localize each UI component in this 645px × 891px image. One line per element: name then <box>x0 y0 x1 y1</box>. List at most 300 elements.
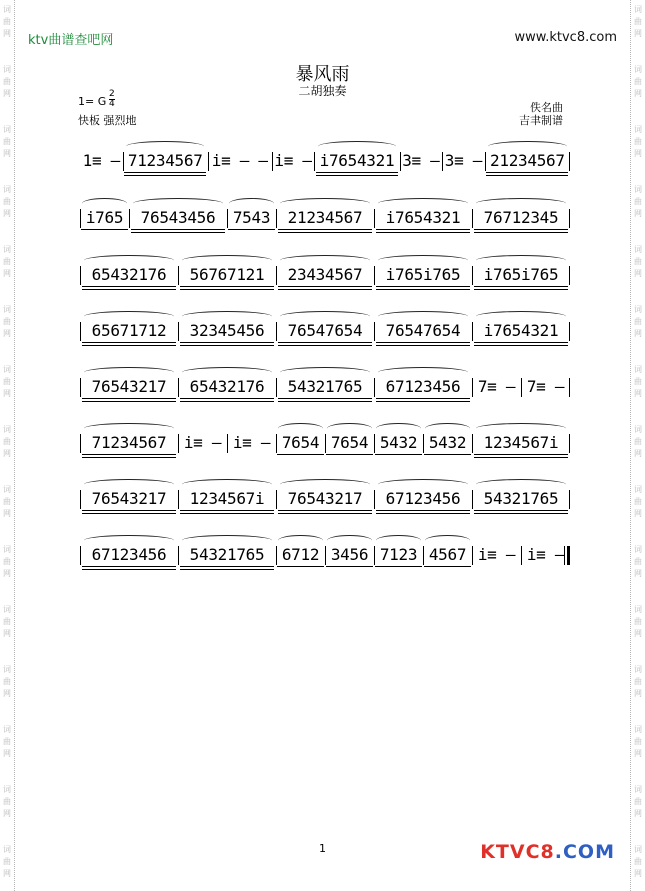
beam-line <box>277 454 324 455</box>
measure <box>374 364 472 424</box>
beam-line <box>278 398 372 399</box>
measure-notes: 23434567 <box>287 265 363 284</box>
measure-notes: i7654321 <box>385 208 461 227</box>
watermark-group <box>1 484 13 520</box>
meter-bottom: 4 <box>109 99 115 109</box>
beam-line <box>326 454 373 455</box>
measure-notes: 76712345 <box>483 208 559 227</box>
beam-line <box>278 286 372 287</box>
beam-line <box>376 342 470 343</box>
beam-line <box>376 229 470 230</box>
score-line <box>80 138 570 198</box>
measure <box>178 364 276 424</box>
measure <box>123 138 208 198</box>
watermark-char: 曲 <box>634 497 642 506</box>
barline <box>569 266 570 285</box>
watermark-char: 词 <box>3 305 11 314</box>
beam-line <box>124 172 206 173</box>
watermark-group <box>1 664 13 700</box>
measure <box>521 364 570 424</box>
watermark-char: 网 <box>3 29 11 38</box>
measure-notes: 3≡ — <box>444 151 483 170</box>
watermark-char: 网 <box>3 629 11 638</box>
site-url[interactable]: www.ktvc8.com <box>514 30 617 45</box>
measure-notes: 71234567 <box>91 433 167 452</box>
watermark-group <box>1 364 13 400</box>
measure <box>276 532 325 592</box>
watermark-char: 词 <box>634 365 642 374</box>
measure-notes: 4567 <box>428 545 467 564</box>
beam-line <box>82 289 176 290</box>
beam-line <box>82 342 176 343</box>
watermark-group <box>1 184 13 220</box>
right-watermark-strip <box>630 0 645 891</box>
watermark-char: 网 <box>634 329 642 338</box>
watermark-char: 曲 <box>3 137 11 146</box>
measure <box>374 476 472 536</box>
watermark-char: 网 <box>3 869 11 878</box>
watermark-char: 网 <box>634 809 642 818</box>
measure-notes: 7≡ — <box>477 377 516 396</box>
measure <box>472 308 570 368</box>
beam-line <box>82 566 176 567</box>
watermark-char: 曲 <box>634 317 642 326</box>
score-title: 暴风雨 <box>295 64 350 85</box>
watermark-char: 词 <box>3 65 11 74</box>
watermark-char: 词 <box>3 485 11 494</box>
measure <box>276 420 325 480</box>
beam-line <box>474 289 568 290</box>
watermark-group <box>632 4 644 40</box>
watermark-char: 词 <box>3 365 11 374</box>
beam-line <box>278 229 372 230</box>
watermark-char: 词 <box>634 65 642 74</box>
watermark-char: 网 <box>634 869 642 878</box>
page-number: 1 <box>319 842 326 855</box>
measure-notes: i≡ — — <box>211 151 268 170</box>
watermark-char: 曲 <box>3 197 11 206</box>
watermark-char: 词 <box>634 245 642 254</box>
watermark-group <box>632 484 644 520</box>
beam-line <box>82 457 176 458</box>
measure-notes: 76543217 <box>287 489 363 508</box>
watermark-char: 曲 <box>634 557 642 566</box>
watermark-char: 曲 <box>634 617 642 626</box>
beam-line <box>82 401 176 402</box>
watermark-char: 网 <box>3 269 11 278</box>
beam-line <box>131 229 225 230</box>
measure-notes: 76543217 <box>91 377 167 396</box>
watermark-char: 网 <box>3 209 11 218</box>
measure-notes: 54321765 <box>483 489 559 508</box>
measure <box>227 195 276 255</box>
watermark-group <box>632 784 644 820</box>
watermark-char: 曲 <box>634 437 642 446</box>
beam-line <box>277 566 324 567</box>
watermark-char: 词 <box>3 125 11 134</box>
barline <box>569 490 570 509</box>
beam-line <box>180 569 274 570</box>
watermark-char: 曲 <box>3 377 11 386</box>
beam-line <box>278 232 372 233</box>
watermark-char: 词 <box>3 785 11 794</box>
measure <box>472 532 521 592</box>
measure <box>80 420 178 480</box>
measure-notes: 54321765 <box>287 377 363 396</box>
measure-notes: 6712 <box>281 545 320 564</box>
measure <box>472 252 570 312</box>
watermark-char: 曲 <box>634 197 642 206</box>
beam-line <box>278 510 372 511</box>
watermark-char: 词 <box>634 485 642 494</box>
score-line <box>80 420 570 480</box>
measure-notes: 76547654 <box>287 321 363 340</box>
watermark-group <box>632 124 644 160</box>
measure <box>374 195 472 255</box>
measure <box>485 138 570 198</box>
watermark-char: 曲 <box>3 257 11 266</box>
measure <box>129 195 227 255</box>
watermark-char: 网 <box>3 749 11 758</box>
measure <box>374 420 423 480</box>
watermark-char: 词 <box>634 785 642 794</box>
watermark-char: 词 <box>634 5 642 14</box>
beam-line <box>474 454 568 455</box>
score-line <box>80 195 570 255</box>
watermark-char: 网 <box>3 89 11 98</box>
watermark-group <box>1 544 13 580</box>
beam-line <box>180 513 274 514</box>
beam-line <box>376 286 470 287</box>
watermark-char: 曲 <box>634 17 642 26</box>
watermark-group <box>632 184 644 220</box>
site-brand-left[interactable]: ktv曲谱查吧网 <box>28 33 114 48</box>
measure <box>80 476 178 536</box>
measure-notes: 56767121 <box>189 265 265 284</box>
beam-line <box>82 286 176 287</box>
measure-notes: 21234567 <box>490 151 565 170</box>
logo-part-com: .COM <box>554 841 615 863</box>
watermark-char: 网 <box>634 149 642 158</box>
beam-line <box>81 229 128 230</box>
beam-line <box>474 345 568 346</box>
measure <box>276 476 374 536</box>
beam-line <box>180 345 274 346</box>
measure-notes: i7654321 <box>483 321 559 340</box>
measure <box>423 532 472 592</box>
measure <box>272 138 315 198</box>
measure-notes: 76543217 <box>91 489 167 508</box>
watermark-char: 曲 <box>3 77 11 86</box>
measure <box>472 476 570 536</box>
measure <box>80 364 178 424</box>
measure-notes: i≡ — <box>526 545 565 564</box>
watermark-char: 网 <box>634 389 642 398</box>
measure-notes: i≡ — <box>232 433 271 452</box>
beam-line <box>124 175 206 176</box>
watermark-char: 曲 <box>3 317 11 326</box>
measure-notes: 3456 <box>330 545 369 564</box>
watermark-char: 词 <box>634 845 642 854</box>
score-subtitle: 二胡独奏 <box>298 84 347 98</box>
beam-line <box>316 172 398 173</box>
measure <box>80 195 129 255</box>
beam-line <box>316 175 398 176</box>
beam-line <box>474 229 568 230</box>
watermark-char: 网 <box>3 569 11 578</box>
measure-notes: 5432 <box>428 433 467 452</box>
watermark-char: 网 <box>634 209 642 218</box>
beam-line <box>278 345 372 346</box>
measure-notes: 1≡ — <box>82 151 120 170</box>
watermark-char: 词 <box>3 245 11 254</box>
beam-line <box>278 401 372 402</box>
logo-part-ktv: KTV <box>480 841 526 863</box>
score-line <box>80 252 570 312</box>
beam-line <box>82 513 176 514</box>
watermark-char: 网 <box>3 449 11 458</box>
watermark-char: 曲 <box>634 797 642 806</box>
watermark-char: 网 <box>634 689 642 698</box>
watermark-char: 曲 <box>3 737 11 746</box>
measure <box>178 532 276 592</box>
measure <box>208 138 272 198</box>
beam-line <box>474 457 568 458</box>
beam-line <box>326 566 373 567</box>
beam-line <box>474 232 568 233</box>
logo-part-c8: C8 <box>525 841 555 863</box>
watermark-char: 网 <box>634 449 642 458</box>
watermark-char: 曲 <box>3 617 11 626</box>
beam-line <box>474 513 568 514</box>
beam-line <box>375 566 422 567</box>
watermark-group <box>632 604 644 640</box>
watermark-char: 曲 <box>3 677 11 686</box>
measure-notes: 1234567i <box>189 489 265 508</box>
beam-line <box>278 513 372 514</box>
watermark-group <box>1 4 13 40</box>
watermark-char: 词 <box>634 605 642 614</box>
watermark-group <box>1 724 13 760</box>
watermark-char: 词 <box>3 845 11 854</box>
measure-notes: 5432 <box>379 433 418 452</box>
measure <box>472 420 570 480</box>
watermark-char: 曲 <box>3 797 11 806</box>
beam-line <box>486 175 568 176</box>
beam-line <box>180 342 274 343</box>
tempo-marking: 快板 强烈地 <box>78 114 137 127</box>
watermark-char: 网 <box>3 809 11 818</box>
measure-notes: i≡ — <box>274 151 312 170</box>
score-line <box>80 364 570 424</box>
watermark-char: 词 <box>3 665 11 674</box>
barline <box>569 152 570 171</box>
beam-line <box>376 289 470 290</box>
beam-line <box>376 345 470 346</box>
watermark-char: 词 <box>634 545 642 554</box>
measure-notes: 67123456 <box>385 489 461 508</box>
watermark-char: 网 <box>634 569 642 578</box>
measure <box>374 308 472 368</box>
final-barline-thick <box>567 546 570 565</box>
watermark-char: 词 <box>634 125 642 134</box>
watermark-char: 曲 <box>3 557 11 566</box>
measure-notes: 32345456 <box>189 321 265 340</box>
measure <box>472 364 521 424</box>
watermark-char: 曲 <box>3 437 11 446</box>
beam-line <box>180 566 274 567</box>
measure <box>314 138 399 198</box>
measure <box>80 532 178 592</box>
measure <box>472 195 570 255</box>
watermark-char: 曲 <box>3 17 11 26</box>
measure <box>442 138 485 198</box>
watermark-char: 网 <box>634 509 642 518</box>
beam-line <box>375 454 422 455</box>
arranger: 吉聿制谱 <box>519 114 563 127</box>
measure <box>374 252 472 312</box>
measure <box>325 532 374 592</box>
watermark-char: 网 <box>3 389 11 398</box>
measure <box>400 138 443 198</box>
watermark-char: 词 <box>3 545 11 554</box>
measure <box>80 252 178 312</box>
watermark-char: 网 <box>3 149 11 158</box>
score-line <box>80 476 570 536</box>
measure <box>178 252 276 312</box>
beam-line <box>180 289 274 290</box>
watermark-char: 网 <box>3 509 11 518</box>
measure <box>374 532 423 592</box>
measure <box>276 364 374 424</box>
measure-notes: 65671712 <box>91 321 167 340</box>
beam-line <box>486 172 568 173</box>
beam-line <box>424 454 471 455</box>
watermark-char: 词 <box>634 725 642 734</box>
watermark-char: 网 <box>3 689 11 698</box>
measure-notes: 71234567 <box>127 151 203 170</box>
watermark-group <box>632 424 644 460</box>
measure-notes: 3≡ — <box>402 151 440 170</box>
left-watermark-strip <box>0 0 15 891</box>
beam-line <box>180 286 274 287</box>
measure-notes: 67123456 <box>385 377 461 396</box>
beam-line <box>228 229 275 230</box>
watermark-char: 词 <box>634 305 642 314</box>
watermark-char: 网 <box>634 629 642 638</box>
watermark-char: 词 <box>3 5 11 14</box>
watermark-group <box>632 244 644 280</box>
measure-notes: 7123 <box>379 545 418 564</box>
watermark-char: 网 <box>634 29 642 38</box>
measure <box>276 195 374 255</box>
score-line <box>80 532 570 592</box>
measure <box>227 420 276 480</box>
score-line <box>80 308 570 368</box>
key-signature: 1= G <box>78 95 107 108</box>
measure-notes: i765i765 <box>385 265 461 284</box>
watermark-char: 词 <box>3 605 11 614</box>
watermark-group <box>1 604 13 640</box>
barline <box>569 209 570 228</box>
composer: 佚名曲 <box>530 101 563 114</box>
beam-line <box>474 342 568 343</box>
watermark-char: 曲 <box>634 257 642 266</box>
watermark-char: 网 <box>3 329 11 338</box>
watermark-char: 曲 <box>634 137 642 146</box>
beam-line <box>424 566 471 567</box>
measure-notes: i765i765 <box>483 265 559 284</box>
measure-notes: 65432176 <box>189 377 265 396</box>
beam-line <box>376 510 470 511</box>
measure-notes: 7543 <box>232 208 271 227</box>
measure-notes: 21234567 <box>287 208 363 227</box>
barline <box>569 322 570 341</box>
measure-notes: 1234567i <box>483 433 559 452</box>
measure <box>276 308 374 368</box>
measure <box>178 476 276 536</box>
watermark-char: 网 <box>634 89 642 98</box>
beam-line <box>474 286 568 287</box>
measure <box>521 532 570 592</box>
watermark-group <box>1 124 13 160</box>
watermark-group <box>632 364 644 400</box>
beam-line <box>180 398 274 399</box>
meter-top: 2 <box>109 89 115 99</box>
watermark-char: 曲 <box>634 737 642 746</box>
measure-notes: 7654 <box>281 433 320 452</box>
watermark-group <box>632 664 644 700</box>
beam-line <box>376 398 470 399</box>
measure <box>423 420 472 480</box>
final-barline-thin <box>564 546 565 565</box>
watermark-char: 曲 <box>634 77 642 86</box>
watermark-char: 曲 <box>3 857 11 866</box>
measure-notes: 67123456 <box>91 545 167 564</box>
beam-line <box>82 398 176 399</box>
watermark-char: 网 <box>634 749 642 758</box>
beam-line <box>82 454 176 455</box>
beam-line <box>278 289 372 290</box>
measure <box>80 138 123 198</box>
measure-notes: i765 <box>85 208 124 227</box>
watermark-char: 词 <box>634 185 642 194</box>
measure <box>325 420 374 480</box>
measure-notes: 76543456 <box>140 208 216 227</box>
beam-line <box>131 232 225 233</box>
site-logo[interactable] <box>480 841 615 863</box>
watermark-char: 曲 <box>634 377 642 386</box>
watermark-char: 网 <box>634 269 642 278</box>
beam-line <box>180 401 274 402</box>
measure <box>178 420 227 480</box>
beam-line <box>82 510 176 511</box>
watermark-char: 词 <box>634 665 642 674</box>
measure <box>80 308 178 368</box>
watermark-group <box>632 544 644 580</box>
measure-notes: i≡ — <box>183 433 222 452</box>
measure-notes: 7≡ — <box>526 377 565 396</box>
measure-notes: 76547654 <box>385 321 461 340</box>
watermark-group <box>632 724 644 760</box>
watermark-group <box>1 304 13 340</box>
time-signature <box>109 90 115 109</box>
beam-line <box>180 510 274 511</box>
barline <box>569 378 570 397</box>
watermark-char: 词 <box>3 425 11 434</box>
measure-notes: i7654321 <box>319 151 395 170</box>
watermark-char: 曲 <box>634 857 642 866</box>
